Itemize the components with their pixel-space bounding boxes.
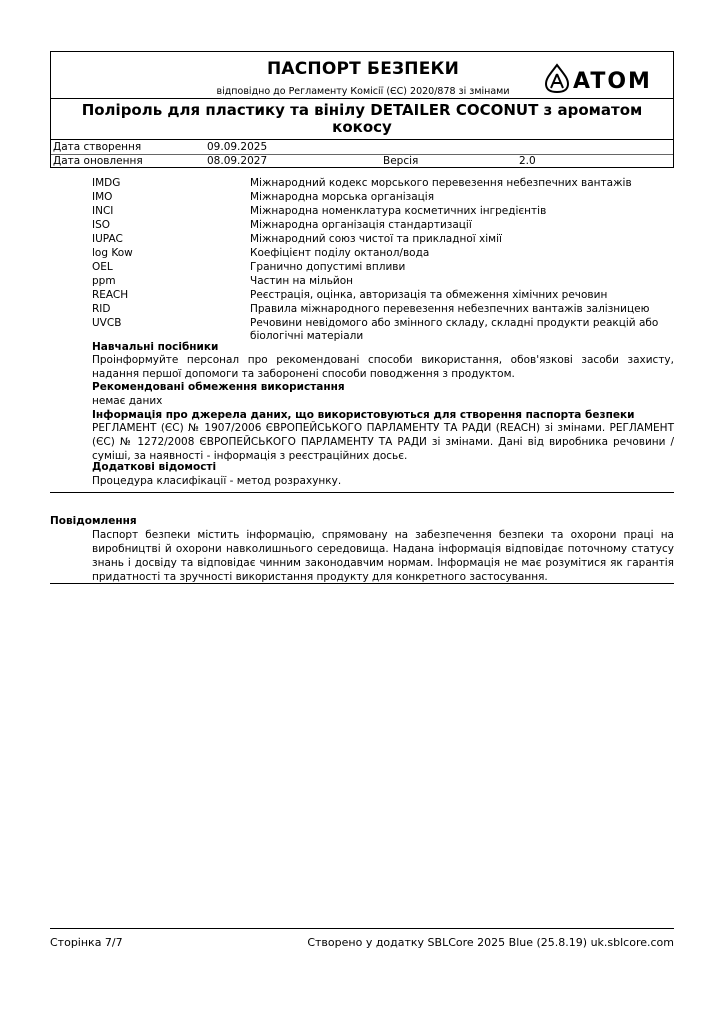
additional-text: Процедура класифікації - метод розрахунку.: [92, 475, 342, 487]
regulation-subtitle: відповідно до Регламенту Комісії (ЄС) 2020/878 зі змінами: [216, 86, 510, 97]
notice-text: Паспорт безпеки містить інформацію, спрямовану на забезпечення безпеки та охорони праці на виробництві й охорони навколишнього середовища. Надана інформація відповідає поточному статусу знань і досвіду та відповідає чинним законодавчим нормам. Інформація не має розумітися як гарантія придатності та зручності використання продукту для конкретного застосування.: [92, 529, 674, 583]
created-value: 09.09.2025: [207, 141, 268, 153]
training-heading: Навчальні посібники: [92, 341, 219, 353]
abbr-desc: Реєстрація, оцінка, авторизація та обмеження хімічних речовин: [250, 289, 608, 301]
header-box: [50, 51, 674, 168]
page-number: Сторінка 7/7: [50, 936, 123, 949]
sources-heading: Інформація про джерела даних, що використовуються для створення паспорта безпеки: [92, 409, 635, 421]
created-label: Дата створення: [53, 141, 142, 153]
product-name: Поліроль для пластику та вінілу DETAILER COCONUT з ароматом кокосу: [81, 101, 643, 136]
atom-logo: [543, 62, 669, 94]
abbr-code: UVCB: [92, 317, 122, 329]
abbr-code: RID: [92, 303, 111, 315]
document-title: ПАСПОРТ БЕЗПЕКИ: [266, 59, 460, 79]
abbr-desc: Міжнародний кодекс морського перевезення небезпечних вантажів: [250, 177, 632, 189]
abbr-desc: Міжнародна морська організація: [250, 191, 435, 203]
abbr-code: ISO: [92, 219, 111, 231]
restrictions-text: немає даних: [92, 395, 163, 407]
abbr-desc: Речовини невідомого або змінного складу, складні продукти реакцій або біологічні матеріали: [250, 317, 659, 342]
abbr-code: IMDG: [92, 177, 121, 189]
logo-text: ATOM: [573, 69, 652, 94]
abbr-code: REACH: [92, 289, 129, 301]
notice-divider: [50, 583, 674, 584]
restrictions-heading: Рекомендовані обмеження використання: [92, 381, 345, 393]
notice-heading: Повідомлення: [50, 515, 137, 527]
header-divider: [51, 98, 673, 99]
product-divider: [51, 139, 673, 140]
abbr-code: IMO: [92, 191, 113, 203]
version-label: Версія: [383, 155, 419, 167]
abbr-desc: Коефіцієнт поділу октанол/вода: [250, 247, 430, 259]
date-divider: [51, 154, 673, 155]
footer-credit: Створено у додатку SBLCore 2025 Blue (25.8.19) uk.sblcore.com: [307, 936, 674, 949]
section-divider: [50, 492, 674, 493]
training-text: Проінформуйте персонал про рекомендовані способи використання, обов'язкові засоби захисту, надання першої допомоги та заборонені способи поводження з продуктом.: [92, 354, 674, 380]
updated-label: Дата оновлення: [53, 155, 143, 167]
additional-heading: Додаткові відомості: [92, 461, 217, 473]
abbr-code: ppm: [92, 275, 116, 287]
abbr-code: log Kow: [92, 247, 133, 259]
abbr-desc: Правила міжнародного перевезення небезпечних вантажів залізницею: [250, 303, 650, 315]
atom-logo-icon: [543, 62, 669, 94]
abbr-code: OEL: [92, 261, 113, 273]
footer-divider: [50, 928, 674, 929]
version-value: 2.0: [519, 155, 536, 167]
abbr-desc: Частин на мільйон: [250, 275, 354, 287]
abbr-desc: Гранично допустимі впливи: [250, 261, 406, 273]
abbr-code: INCI: [92, 205, 114, 217]
abbr-desc: Міжнародний союз чистої та прикладної хімії: [250, 233, 502, 245]
abbr-desc: Міжнародна організація стандартизації: [250, 219, 472, 231]
abbr-code: IUPAC: [92, 233, 123, 245]
sources-text: РЕГЛАМЕНТ (ЄС) № 1907/2006 ЄВРОПЕЙСЬКОГО ПАРЛАМЕНТУ ТА РАДИ (REACH) зі змінами. РЕГЛАМЕНТ (ЄС) № 1272/2008 ЄВРОПЕЙСЬКОГО ПАРЛАМЕНТУ ТА РАДИ зі змінами. Дані від виробника речовини /суміші, за наявності - інформація з реєстраційних досьє.: [92, 422, 674, 462]
abbr-desc: Міжнародна номенклатура косметичних інгредієнтів: [250, 205, 547, 217]
updated-value: 08.09.2027: [207, 155, 268, 167]
